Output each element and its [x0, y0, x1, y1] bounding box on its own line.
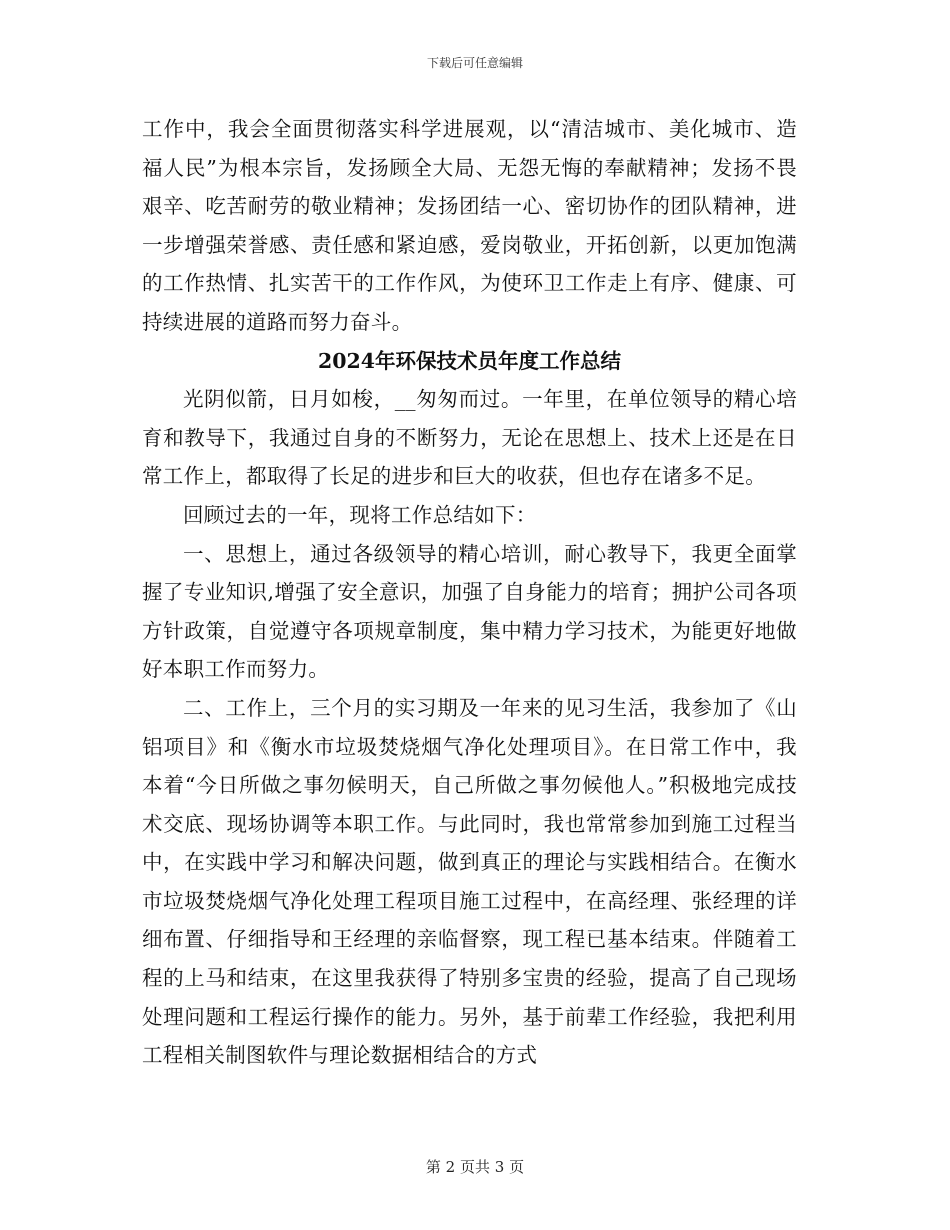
page-header: 下载后可任意编辑 — [426, 56, 523, 70]
paragraph-review: 回顾过去的一年，现将工作总结如下： — [183, 502, 537, 527]
page-footer: 第 2 页共 3 页 — [425, 1158, 525, 1176]
paragraph-ideology: 一、思想上，通过各级领导的精心培训，耐心教导下，我更全面掌握了专业知识,增强了安全意识，加强了自身能力的培育；拥护公司各项方针政策，自觉遵守各项规章制度，集中精力学习技术，为能更好地做好本职工作而努力。 — [142, 541, 797, 682]
paragraph-continuation: 工作中，我会全面贯彻落实科学进展观，以“清洁城市、美化城市、造福人民”为根本宗旨，发扬顾全大局、无怨无悔的奉献精神；发扬不畏艰辛、吃苦耐劳的敬业精神；发扬团结一心、密切协作的团队精神，进一步增强荣誉感、责任感和紧迫感，爱岗敬业，开拓创新，以更加饱满的工作热情、扎实苦干的工作作风，为使环卫工作走上有序、健康、可持续进展的道路而努力奋斗。 — [142, 117, 797, 334]
paragraph-work: 二、工作上，三个月的实习期及一年来的见习生活，我参加了《山铝项目》和《衡水市垃圾焚烧烟气净化处理项目》。在日常工作中，我本着“今日所做之事勿候明天，自己所做之事勿候他人。”积极地完成技术交底、现场协调等本职工作。与此同时，我也常常参加到施工过程当中，在实践中学习和解决问题，做到真正的理论与实践相结合。在衡水市垃圾焚烧烟气净化处理工程项目施工过程中，在高经理、张经理的详细布置、仔细指导和王经理的亲临督察，现工程已基本结束。伴随着工程的上马和结束，在这里我获得了特别多宝贵的经验，提高了自己现场处理问题和工程运行操作的能力。另外，基于前辈工作经验，我把利用工程相关制图软件与理论数据相结合的方式 — [142, 695, 797, 1068]
document-body — [142, 110, 797, 1075]
paragraph-intro: 光阴似箭，日月如梭，__匆匆而过。一年里，在单位领导的精心培育和教导下，我通过自身的不断努力，无论在思想上、技术上还是在日常工作上，都取得了长足的进步和巨大的收获，但也存在诸多不足。 — [142, 387, 797, 489]
section-title: 2024年环保技术员年度工作总结 — [317, 348, 622, 373]
